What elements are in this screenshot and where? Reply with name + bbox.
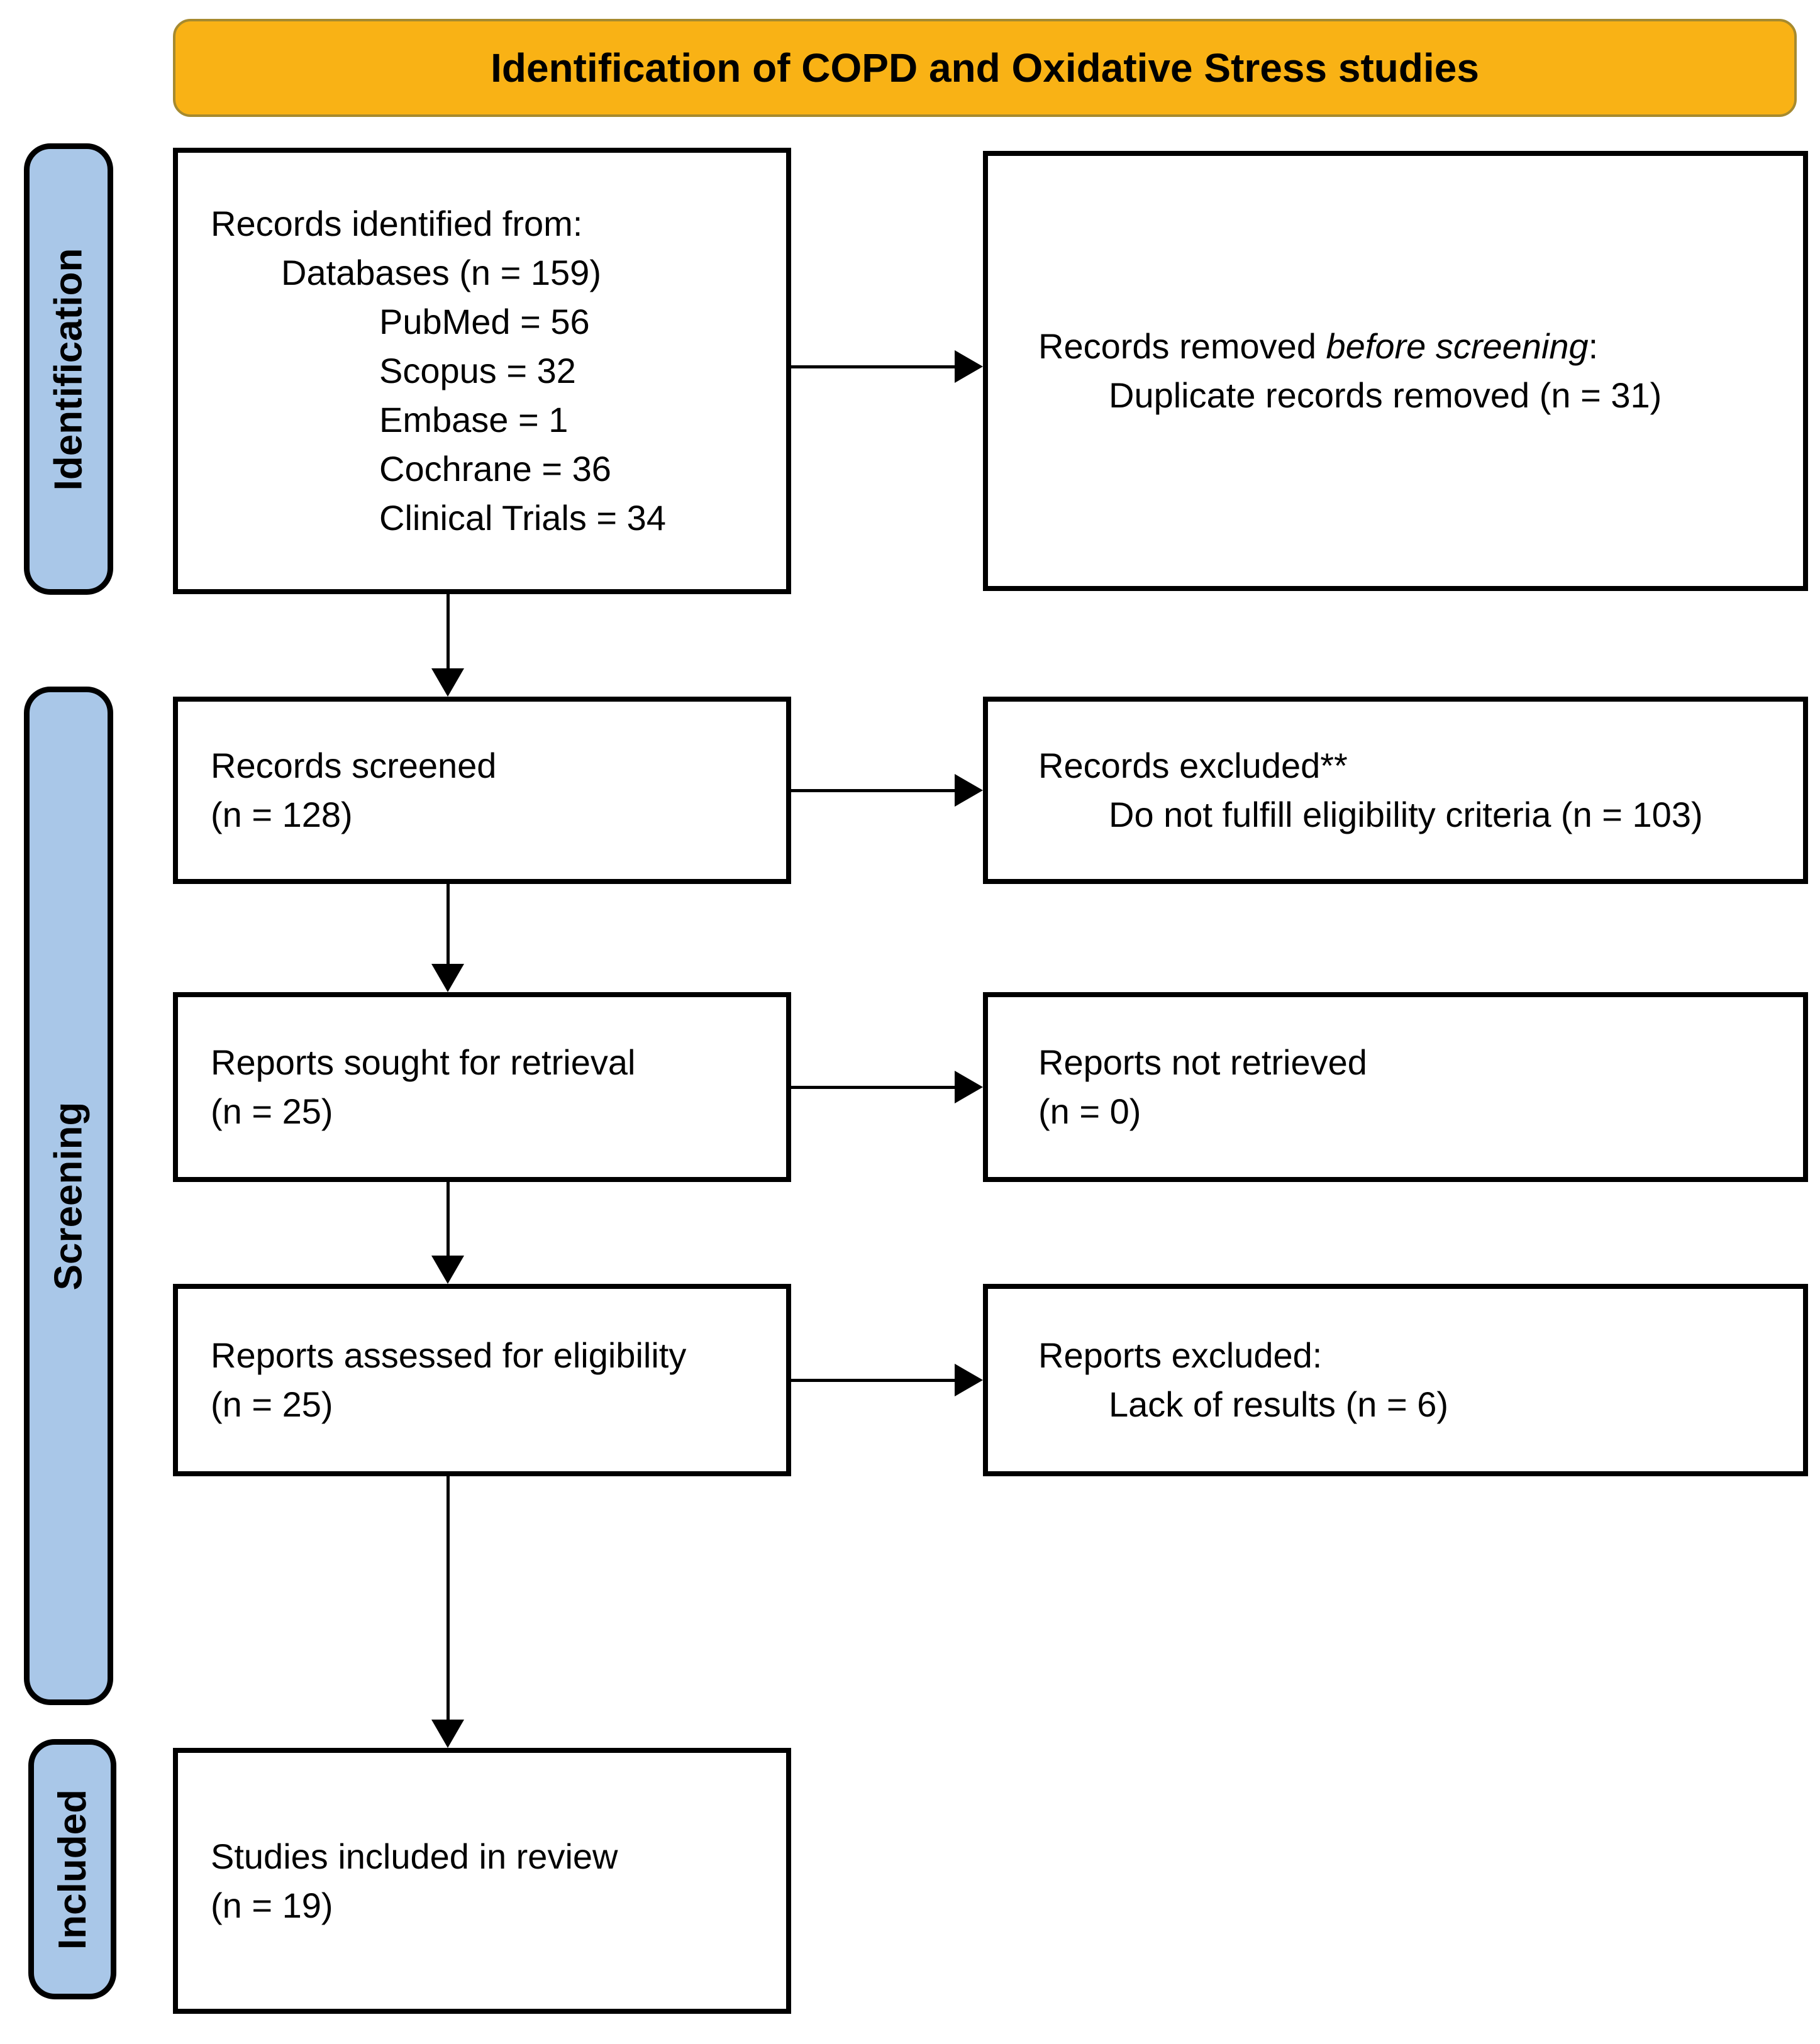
arrow-assessed-to-excluded-head bbox=[955, 1364, 983, 1396]
stage-included-label: Included bbox=[50, 1789, 94, 1950]
records-removed-line bbox=[1038, 322, 1803, 371]
reports-sought-line: (n = 25) bbox=[211, 1091, 333, 1131]
reports-assessed-line: (n = 25) bbox=[211, 1384, 333, 1424]
records-excluded-line: Records excluded** bbox=[1038, 746, 1348, 785]
arrow-sought-to-not-retrieved-shaft bbox=[791, 1086, 955, 1089]
box-records-excluded bbox=[983, 697, 1808, 884]
stage-screening-label: Screening bbox=[47, 1102, 91, 1290]
reports-assessed-line: Reports assessed for eligibility bbox=[211, 1335, 687, 1375]
stage-identification bbox=[24, 143, 113, 595]
records-identified-line: Records identified from: bbox=[211, 204, 583, 243]
studies-included-line: (n = 19) bbox=[211, 1885, 333, 1925]
reports-not-retrieved-line: (n = 0) bbox=[1038, 1091, 1141, 1131]
records-identified-line: Embase = 1 bbox=[379, 400, 569, 439]
records-identified-line: Scopus = 32 bbox=[379, 351, 576, 390]
arrow-assessed-to-included-head bbox=[431, 1720, 464, 1748]
box-records-screened bbox=[173, 697, 791, 884]
arrow-assessed-to-excluded-shaft bbox=[791, 1379, 955, 1382]
records-screened-line: (n = 128) bbox=[211, 795, 353, 834]
records-removed-italic: before screening bbox=[1326, 326, 1589, 366]
records-excluded-line: Do not fulfill eligibility criteria (n = 103) bbox=[1109, 795, 1703, 834]
box-reports-not-retrieved bbox=[983, 992, 1808, 1182]
reports-sought-line: Reports sought for retrieval bbox=[211, 1042, 636, 1082]
arrow-screened-to-excluded-shaft bbox=[791, 789, 955, 792]
records-identified-line: Databases (n = 159) bbox=[281, 253, 601, 292]
box-reports-assessed bbox=[173, 1284, 791, 1476]
diagram-title: Identification of COPD and Oxidative Stress studies bbox=[491, 45, 1479, 91]
arrow-assessed-to-included-shaft bbox=[447, 1476, 450, 1720]
arrow-sought-to-assessed-head bbox=[431, 1256, 464, 1284]
arrow-screened-to-excluded-head bbox=[955, 774, 983, 807]
reports-excluded-line: Reports excluded: bbox=[1038, 1335, 1323, 1375]
arrow-sought-to-assessed-shaft bbox=[447, 1182, 450, 1256]
records-identified-line: PubMed = 56 bbox=[379, 302, 590, 341]
arrow-identified-to-screened-shaft bbox=[447, 594, 450, 668]
arrow-screened-to-sought-head bbox=[431, 964, 464, 992]
studies-included-line: Studies included in review bbox=[211, 1836, 618, 1876]
arrow-identified-to-removed-shaft bbox=[791, 365, 955, 368]
box-reports-sought bbox=[173, 992, 791, 1182]
records-removed-suffix: : bbox=[1588, 326, 1599, 366]
records-removed-line: Duplicate records removed (n = 31) bbox=[1109, 375, 1662, 415]
arrow-screened-to-sought-shaft bbox=[447, 884, 450, 964]
records-removed-prefix: Records removed bbox=[1038, 326, 1326, 366]
box-records-removed bbox=[983, 151, 1808, 591]
arrow-identified-to-screened-head bbox=[431, 668, 464, 697]
stage-included bbox=[28, 1739, 116, 1999]
title-banner bbox=[173, 19, 1797, 117]
reports-not-retrieved-line: Reports not retrieved bbox=[1038, 1042, 1367, 1082]
box-reports-excluded bbox=[983, 1284, 1808, 1476]
arrow-identified-to-removed-head bbox=[955, 350, 983, 383]
box-studies-included bbox=[173, 1748, 791, 2014]
box-records-identified bbox=[173, 148, 791, 594]
records-identified-line: Clinical Trials = 34 bbox=[379, 498, 666, 538]
stage-screening bbox=[24, 687, 113, 1705]
reports-excluded-line: Lack of results (n = 6) bbox=[1109, 1384, 1449, 1424]
arrow-sought-to-not-retrieved-head bbox=[955, 1071, 983, 1103]
records-identified-line: Cochrane = 36 bbox=[379, 449, 611, 489]
stage-identification-label: Identification bbox=[47, 248, 91, 490]
records-screened-line: Records screened bbox=[211, 746, 497, 785]
